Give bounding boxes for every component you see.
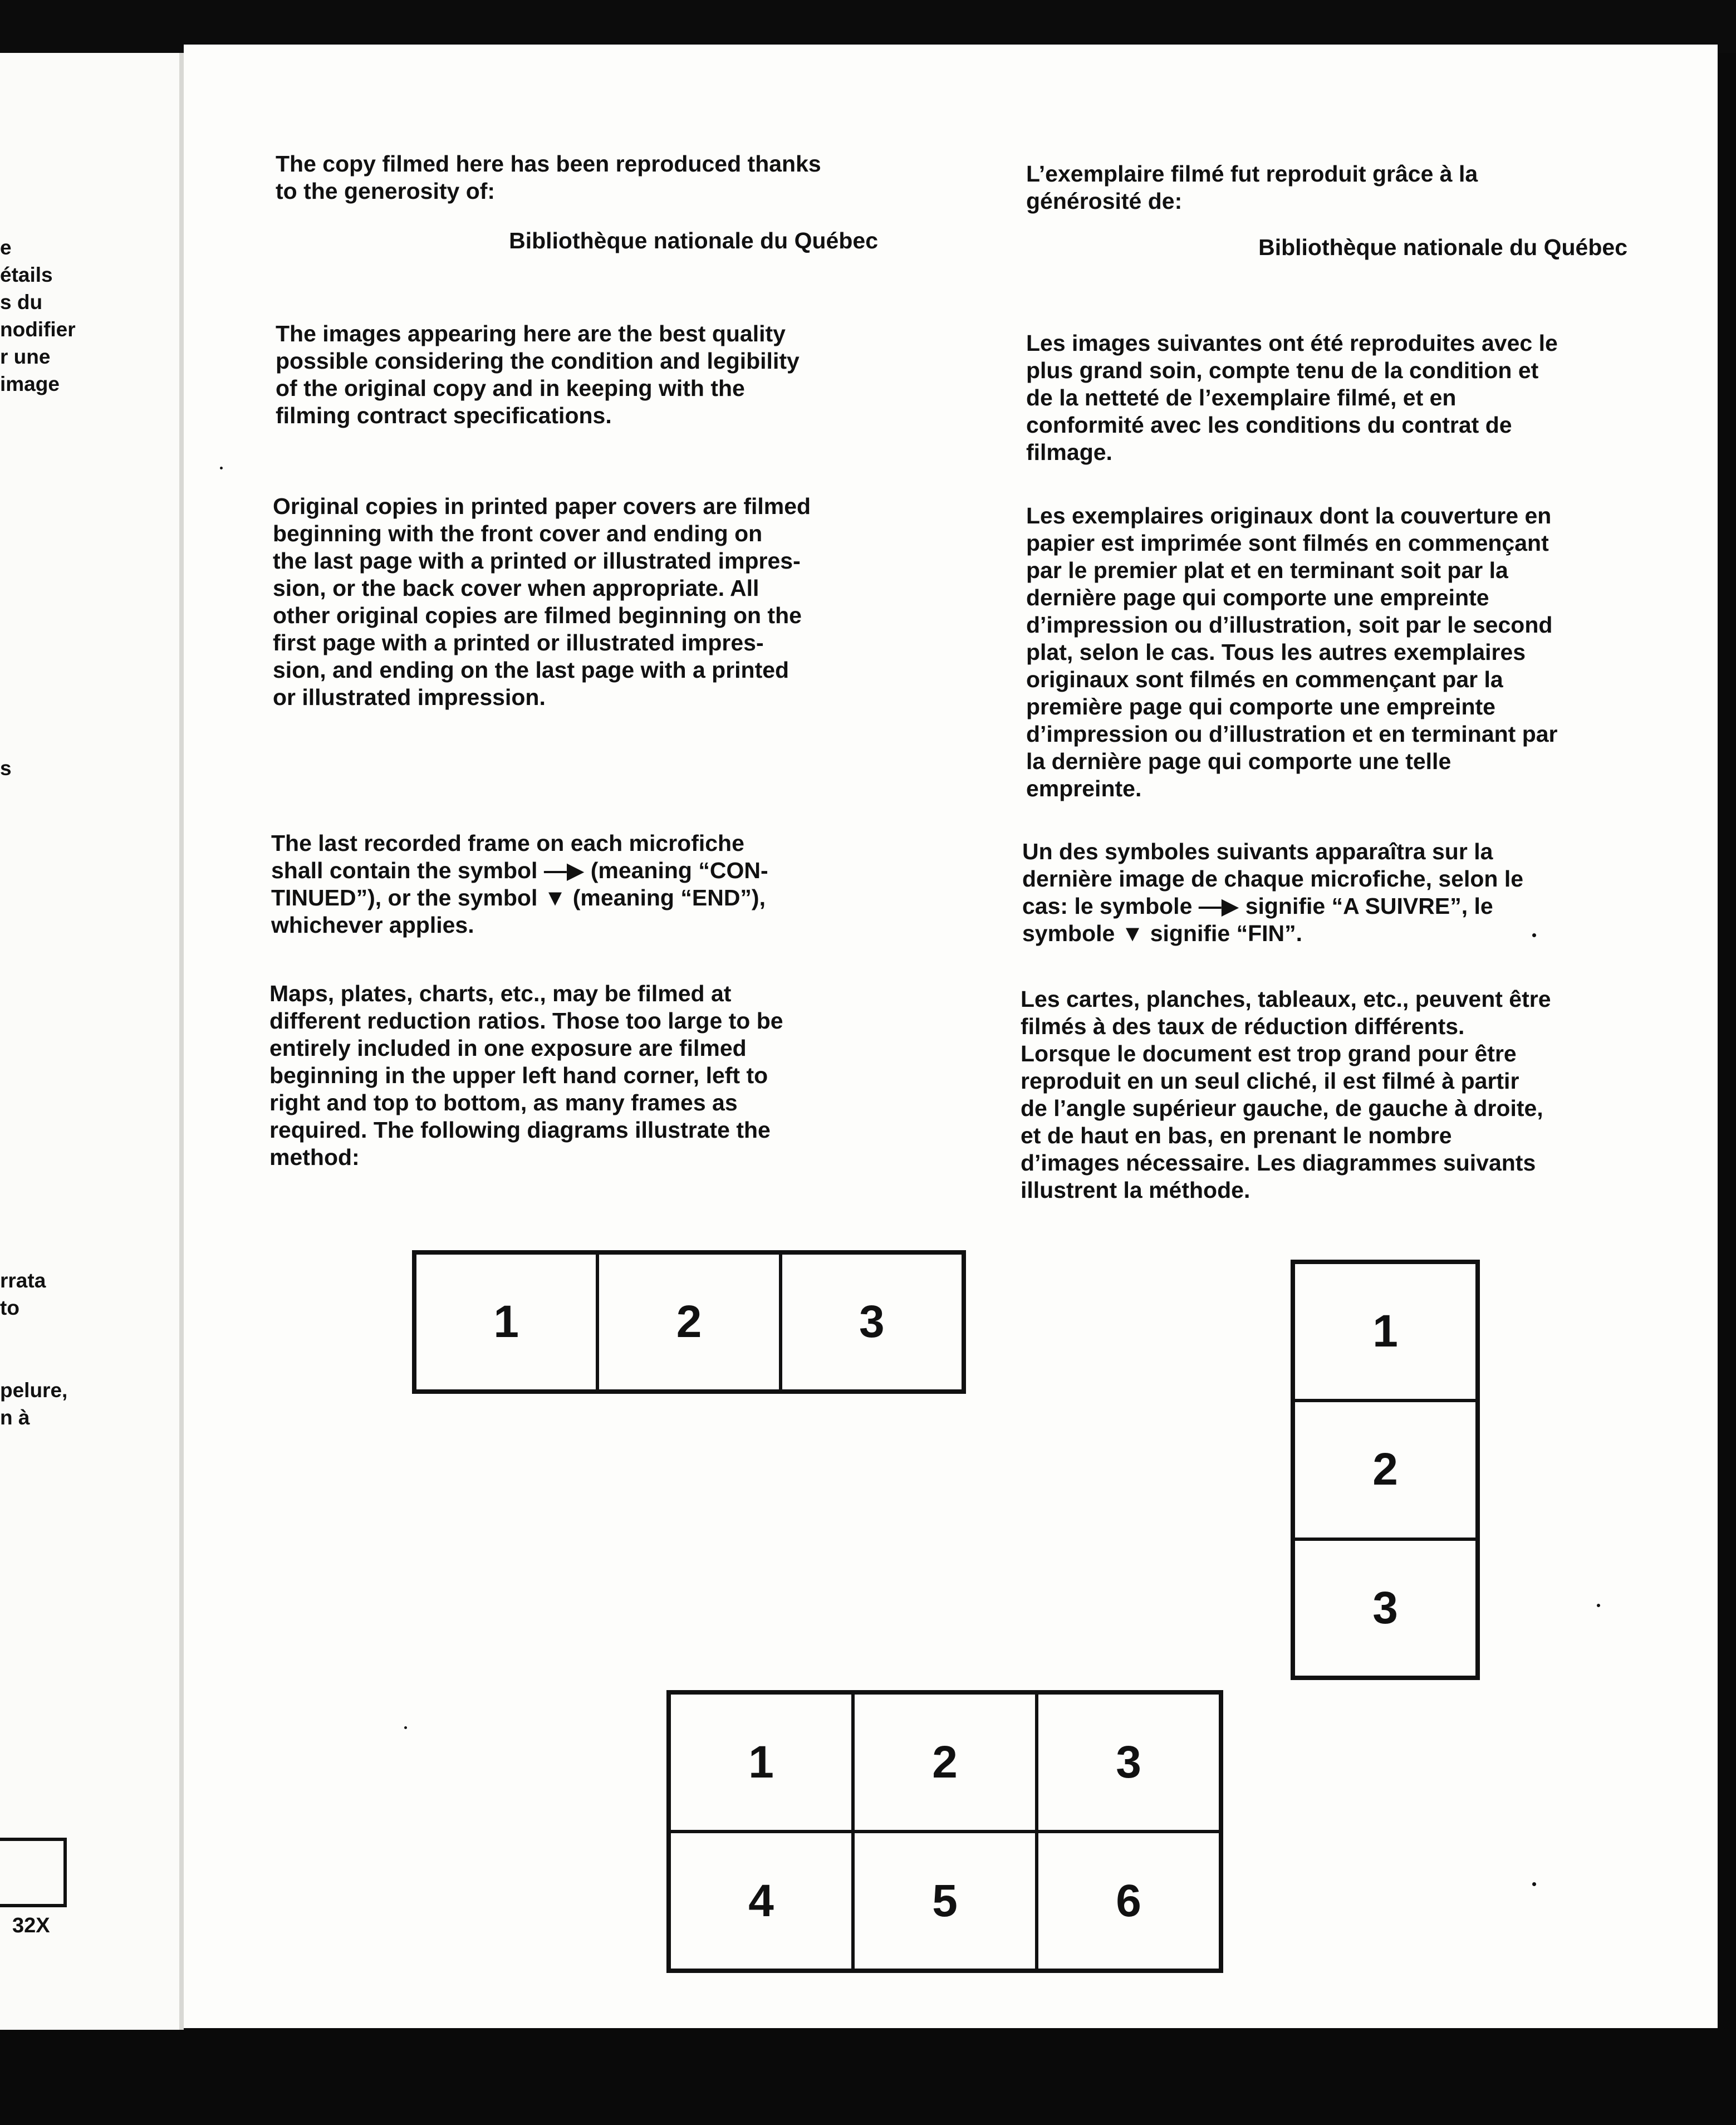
french-covers: Les exemplaires originaux dont la couverture en papier est imprimée sont filmés en commençant par le premier plat et en terminant soit par la dernière page qui comporte une empreinte d’impression ou d’illustration, soit par le second plat, selon le cas. Tous les autres exemplaires originaux sont filmés en commençant par la première page qui comporte une empreinte d’impression ou d’illustration et en terminant par la dernière page qui comporte une telle empreinte. [1026,503,1558,801]
frame-cell: 2 [853,1693,1037,1832]
frame-cell: 1 [1293,1262,1477,1401]
frame-cell: 2 [597,1253,780,1391]
scan-speck [1532,1882,1536,1886]
left-fragment-3: rrata to [0,1269,46,1319]
frame-cell: 2 [1293,1401,1477,1539]
french-institution: Bibliothèque nationale du Québec [1258,234,1627,260]
frame-cell: 6 [1037,1832,1220,1970]
frame-cell: 3 [1293,1539,1477,1677]
frame-cell: 1 [669,1693,853,1832]
french-quality: Les images suivantes ont été reproduites avec le plus grand soin, compte tenu de la condition et de la netteté de l’exemplaire filmé, et en conformité avec les conditions du contrat de filmage. [1026,330,1558,465]
left-fragment-1: e étails s du nodifier r une image [0,236,76,395]
scan-speck [1597,1604,1600,1607]
grid-frame-diagram [666,1690,1223,1973]
bottom-scan-border [0,2030,1736,2125]
frame-cell: 5 [853,1832,1037,1970]
english-covers: Original copies in printed paper covers are filmed beginning with the front cover and ending on the last page with a printed or illustrated impres- sion, or the back cover when appropriate. All other original copies are filmed beginning on the first page with a printed or illustrated impres- sion, and ending on the last page with a printed or illustrated impression. [273,493,811,710]
vertical-frame-diagram [1291,1260,1480,1680]
english-institution: Bibliothèque nationale du Québec [509,228,878,253]
scan-speck [404,1726,407,1729]
english-quality: The images appearing here are the best quality possible considering the condition and legibility of the original copy and in keeping with the filming contract specifications. [276,321,800,428]
page-gutter [179,53,184,2030]
english-maps: Maps, plates, charts, etc., may be filmed at different reduction ratios. Those too large to be entirely included in one exposure are filmed beginning in the upper left hand corner, left to right and top to bottom, as many frames as required. The following diagrams illustrate the method: [269,981,783,1170]
english-symbols: The last recorded frame on each microfiche shall contain the symbol —▶ (meaning “CON- TINUED”), or the symbol ▼ (meaning “END”), whichever applies. [271,830,768,938]
reduction-ratio-label: 32X [12,1914,50,1937]
french-symbols: Un des symboles suivants apparaîtra sur la dernière image de chaque microfiche, selon le cas: le symbole —▶ signifie “A SUIVRE”, le symbole ▼ signifie “FIN”. [1022,839,1524,946]
frame-cell: 3 [1037,1693,1220,1832]
scan-speck [1532,933,1536,937]
frame-cell: 4 [669,1832,853,1970]
frame-cell: 1 [415,1253,597,1391]
frame-cell: 3 [781,1253,963,1391]
left-fragment-2: s [0,757,12,780]
scan-speck [220,467,223,469]
french-thanks: L’exemplaire filmé fut reproduit grâce à la générosité de: [1026,161,1478,214]
french-maps: Les cartes, planches, tableaux, etc., peuvent être filmés à des taux de réduction différents. Lorsque le document est trop grand pour être reproduit en un seul cliché, il est filmé à partir de l’angle supérieur gauche, de gauche à droite, et de haut en bas, en prenant le nombre d’images nécessaire. Les diagrammes suivants illustrent la méthode. [1021,986,1551,1203]
english-thanks: The copy filmed here has been reproduced thanks to the generosity of: [276,151,821,204]
horizontal-frame-diagram [412,1250,966,1394]
left-fragment-4: pelure, n à [0,1379,68,1429]
registration-box [0,1838,67,1907]
